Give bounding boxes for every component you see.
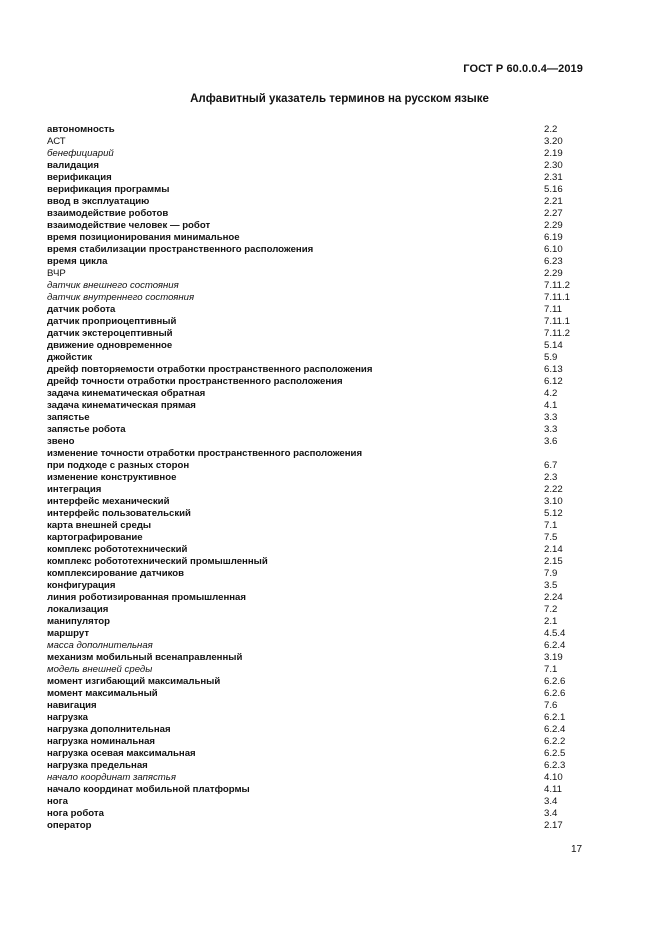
- index-entry: [47, 340, 587, 352]
- index-term: масса дополнительная: [47, 640, 153, 651]
- index-entry: [47, 676, 587, 688]
- index-entry: [47, 268, 587, 280]
- index-entry: [47, 148, 587, 160]
- standard-code: ГОСТ Р 60.0.0.4—2019: [463, 63, 583, 75]
- index-entry: [47, 352, 587, 364]
- index-reference: 6.13: [544, 364, 563, 375]
- index-reference: 6.19: [544, 232, 563, 243]
- index-term: верификация: [47, 172, 112, 183]
- index-reference: 2.15: [544, 556, 563, 567]
- index-term: нагрузка дополнительная: [47, 724, 171, 735]
- index-entry: [47, 748, 587, 760]
- index-reference: 6.10: [544, 244, 563, 255]
- index-entry: [47, 448, 587, 460]
- index-term: начало координат мобильной платформы: [47, 784, 250, 795]
- index-term: нагрузка номинальная: [47, 736, 156, 747]
- index-entry: [47, 124, 587, 136]
- index-entry: [47, 388, 587, 400]
- index-term: интерфейс пользовательский: [47, 508, 191, 519]
- index-reference: 3.3: [544, 424, 558, 435]
- index-reference: 7.6: [544, 700, 558, 711]
- index-reference: 6.12: [544, 376, 563, 387]
- index-term: запястье: [47, 412, 90, 423]
- index-term: АСТ: [47, 136, 66, 147]
- index-term: взаимодействие роботов: [47, 208, 169, 219]
- page-number: 17: [571, 844, 583, 855]
- index-term: время цикла: [47, 256, 108, 267]
- index-entry: [47, 784, 587, 796]
- index-entry: [47, 544, 587, 556]
- index-entry: [47, 244, 587, 256]
- index-entry: [47, 292, 587, 304]
- index-reference: 7.1: [544, 664, 558, 675]
- index-entry: [47, 436, 587, 448]
- index-reference: 3.4: [544, 808, 558, 819]
- index-reference: 2.2: [544, 124, 558, 135]
- index-reference: 3.4: [544, 796, 558, 807]
- index-reference: 7.2: [544, 604, 558, 615]
- index-reference: 3.20: [544, 136, 563, 147]
- index-reference: 6.23: [544, 256, 563, 267]
- index-entry: [47, 136, 587, 148]
- index-reference: 4.5.4: [544, 628, 566, 639]
- index-reference: 5.12: [544, 508, 563, 519]
- index-entry: [47, 556, 587, 568]
- index-reference: 7.1: [544, 520, 558, 531]
- index-reference: 7.5: [544, 532, 558, 543]
- index-term: картографирование: [47, 532, 143, 543]
- index-term: оператор: [47, 820, 92, 831]
- index-reference: 7.11: [544, 304, 562, 315]
- index-reference: 5.9: [544, 352, 558, 363]
- index-entry: [47, 796, 587, 808]
- index-reference: 2.22: [544, 484, 563, 495]
- index-reference: 3.3: [544, 412, 558, 423]
- index-term: момент изгибающий максимальный: [47, 676, 221, 687]
- index-entry: [47, 184, 587, 196]
- index-term: локализация: [47, 604, 109, 615]
- index-entry: [47, 628, 587, 640]
- index-term: комплексирование датчиков: [47, 568, 185, 579]
- index-reference: 3.6: [544, 436, 558, 447]
- index-entry: [47, 220, 587, 232]
- index-reference: 3.19: [544, 652, 563, 663]
- index-entry: [47, 724, 587, 736]
- index-entry: [47, 280, 587, 292]
- index-reference: 2.19: [544, 148, 563, 159]
- index-reference: 5.14: [544, 340, 563, 351]
- index-reference: 6.2.4: [544, 724, 566, 735]
- index-reference: 6.2.1: [544, 712, 566, 723]
- index-entry: [47, 316, 587, 328]
- index-term: движение одновременное: [47, 340, 173, 351]
- index-term: джойстик: [47, 352, 93, 363]
- index-entry: [47, 376, 587, 388]
- index-entry: [47, 208, 587, 220]
- index-reference: 4.2: [544, 388, 558, 399]
- index-term: модель внешней среды: [47, 664, 153, 675]
- index-reference: 2.24: [544, 592, 563, 603]
- index-term: бенефициарий: [47, 148, 114, 159]
- index-reference: 4.1: [544, 400, 558, 411]
- index-entry: [47, 712, 587, 724]
- index-term: карта внешней среды: [47, 520, 152, 531]
- index-entry: [47, 256, 587, 268]
- index-term: датчик экстероцептивный: [47, 328, 173, 339]
- index-reference: 6.7: [544, 460, 558, 471]
- index-reference: 7.11.1: [544, 316, 570, 327]
- index-reference: 2.31: [544, 172, 563, 183]
- index-reference: 4.11: [544, 784, 562, 795]
- index-entry: [47, 820, 587, 832]
- index-reference: 6.2.3: [544, 760, 566, 771]
- index-term: нога робота: [47, 808, 104, 819]
- index-term: нагрузка: [47, 712, 88, 723]
- index-term: интерфейс механический: [47, 496, 170, 507]
- index-entry: [47, 772, 587, 784]
- index-term: датчик робота: [47, 304, 116, 315]
- index-entry: [47, 652, 587, 664]
- index-term: время стабилизации пространственного расположения: [47, 244, 314, 255]
- index-term: комплекс робототехнический: [47, 544, 188, 555]
- index-term: дрейф повторяемости отработки пространственного расположения: [47, 364, 373, 375]
- index-term: момент максимальный: [47, 688, 158, 699]
- index-term: датчик внутреннего состояния: [47, 292, 195, 303]
- index-term: ввод в эксплуатацию: [47, 196, 150, 207]
- index-term: механизм мобильный всенаправленный: [47, 652, 243, 663]
- index-entry: [47, 604, 587, 616]
- index-term: ВЧР: [47, 268, 66, 279]
- index-entry: [47, 736, 587, 748]
- index-term: начало координат запястья: [47, 772, 176, 783]
- index-reference: 7.11.1: [544, 292, 570, 303]
- index-term: датчик внешнего состояния: [47, 280, 179, 291]
- index-reference: 7.11.2: [544, 280, 570, 291]
- index-term: дрейф точности отработки пространственного расположения: [47, 376, 343, 387]
- index-entry: [47, 616, 587, 628]
- index-reference: 2.14: [544, 544, 563, 555]
- index-entry: [47, 664, 587, 676]
- index-term: валидация: [47, 160, 99, 171]
- term-index: [47, 124, 587, 832]
- page-title: Алфавитный указатель терминов на русском языке: [190, 93, 489, 105]
- index-entry: [47, 532, 587, 544]
- index-entry: [47, 520, 587, 532]
- index-entry: [47, 172, 587, 184]
- index-entry: [47, 364, 587, 376]
- index-term: нагрузка осевая максимальная: [47, 748, 196, 759]
- index-term: маршрут: [47, 628, 90, 639]
- index-entry: [47, 760, 587, 772]
- index-reference: 3.10: [544, 496, 563, 507]
- index-term: навигация: [47, 700, 97, 711]
- index-term: взаимодействие человек — робот: [47, 220, 211, 231]
- index-reference: 2.21: [544, 196, 563, 207]
- index-reference: 6.2.6: [544, 688, 566, 699]
- index-term: при подходе с разных сторон: [47, 460, 190, 471]
- index-term: задача кинематическая обратная: [47, 388, 206, 399]
- index-reference: 4.10: [544, 772, 563, 783]
- index-reference: 6.2.6: [544, 676, 566, 687]
- index-entry: [47, 484, 587, 496]
- index-term: автономность: [47, 124, 115, 135]
- index-entry: [47, 160, 587, 172]
- index-entry: [47, 304, 587, 316]
- index-entry: [47, 592, 587, 604]
- index-term: конфигурация: [47, 580, 116, 591]
- index-reference: 2.17: [544, 820, 563, 831]
- index-reference: 7.11.2: [544, 328, 570, 339]
- index-term: верификация программы: [47, 184, 170, 195]
- index-reference: 2.29: [544, 268, 563, 279]
- index-reference: 5.16: [544, 184, 563, 195]
- index-reference: 2.3: [544, 472, 558, 483]
- index-term: изменение конструктивное: [47, 472, 177, 483]
- index-entry: [47, 196, 587, 208]
- index-entry: [47, 472, 587, 484]
- index-reference: 6.2.5: [544, 748, 566, 759]
- index-term: нагрузка предельная: [47, 760, 148, 771]
- index-term: линия роботизированная промышленная: [47, 592, 246, 603]
- index-entry: [47, 580, 587, 592]
- index-term: изменение точности отработки пространственного расположения: [47, 448, 363, 459]
- index-entry: [47, 400, 587, 412]
- index-entry: [47, 424, 587, 436]
- index-reference: 2.1: [544, 616, 558, 627]
- index-entry: [47, 568, 587, 580]
- index-entry: [47, 412, 587, 424]
- index-reference: 6.2.4: [544, 640, 566, 651]
- index-term: интеграция: [47, 484, 102, 495]
- index-term: манипулятор: [47, 616, 110, 627]
- index-reference: 2.29: [544, 220, 563, 231]
- index-reference: 2.27: [544, 208, 563, 219]
- index-entry: [47, 508, 587, 520]
- index-reference: 3.5: [544, 580, 558, 591]
- index-entry: [47, 808, 587, 820]
- index-entry: [47, 460, 587, 472]
- index-reference: 6.2.2: [544, 736, 566, 747]
- index-term: нога: [47, 796, 68, 807]
- index-term: датчик проприоцептивный: [47, 316, 177, 327]
- index-reference: 7.9: [544, 568, 558, 579]
- index-entry: [47, 688, 587, 700]
- index-entry: [47, 700, 587, 712]
- index-term: запястье робота: [47, 424, 126, 435]
- index-term: звено: [47, 436, 75, 447]
- index-entry: [47, 232, 587, 244]
- index-reference: 2.30: [544, 160, 563, 171]
- index-entry: [47, 496, 587, 508]
- index-term: задача кинематическая прямая: [47, 400, 196, 411]
- index-term: время позиционирования минимальное: [47, 232, 240, 243]
- index-entry: [47, 640, 587, 652]
- index-entry: [47, 328, 587, 340]
- index-term: комплекс робототехнический промышленный: [47, 556, 268, 567]
